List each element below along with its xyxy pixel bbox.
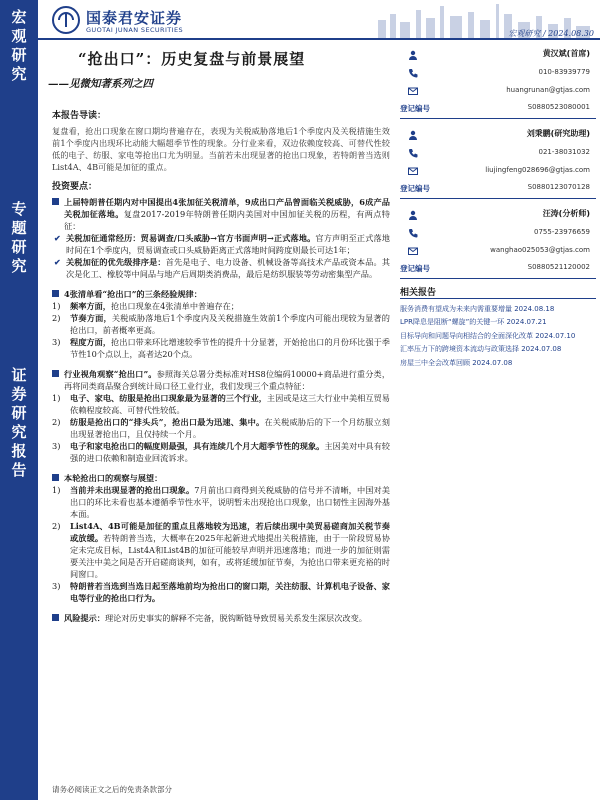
point-1-sub-1: ✔ 关税加征通常经历：贸易调查/口头威胁→官方书面声明→正式落地。官方声明至正式落地时间在1个季度内，贸易调查或口头威胁距离正式落地时间跨度则最长可达1年； (54, 233, 390, 255)
guide-text: 复盘看，抢出口现象在窗口期均普遍存在，表现为关税威胁落地后1个季度内及关税措施生效前1个季度内出现环比动能大幅超季节性的现象。分行业来看，双边依赖度较高、可替代性较低的电子、纺服、家电等抢出口尤为明显。当前若未出现显著的抢出口现象，若特朗普当选则List4A、4B可能是加征的重点。 (52, 126, 390, 172)
left-sidebar (0, 0, 38, 800)
bullet-square-icon (52, 614, 59, 621)
person-icon (408, 210, 418, 220)
sidebar-label-report: 证 券 研 究 报 告 (11, 366, 27, 479)
point-1: 上届特朗普任期内对中国提出4张加征关税清单，9成出口产品曾面临关税威胁，6成产品关税加征落地。复盘2017-2019年特朗普任期内美国对中国加征关税的历程，有两点特征： (52, 196, 390, 232)
analyst-panel (400, 48, 596, 300)
page-subtitle: ——见微知著系列之四 (48, 78, 153, 90)
point-2-item-3: 3) 程度方面，抢出口带来环比增速较季节性的提升十分显著，开始抢出口的月份环比强于季节性10个点以上，高者达20个点。 (52, 337, 390, 359)
related-report-link[interactable]: LPR降息是阻断“螺旋”的关键一环 2024.07.21 (400, 318, 547, 327)
point-3-item-2: 2) 纺服是抢出口的“排头兵”，抢出口最为迅速、集中。在关税威胁后的下一个月纺服立刻出现显著抢出口，且仅持续一个月。 (52, 417, 390, 439)
bullet-square-icon (52, 290, 59, 297)
related-report-link[interactable]: 服务消费有望成为未来内需重要增量 2024.08.18 (400, 305, 555, 313)
related-reports-heading: 相关报告 (400, 285, 596, 299)
point-2-item-2: 2) 节奏方面，关税威胁落地后1个季度内及关税措施生效前1个季度内可能出现较为显著的抢出口，前者概率更高。 (52, 313, 390, 335)
sidebar-label-macro: 宏 观 研 究 (11, 8, 27, 83)
check-icon: ✔ (54, 233, 61, 243)
check-icon: ✔ (54, 257, 61, 267)
person-icon (408, 50, 418, 60)
guide-heading: 本报告导读： (52, 111, 107, 121)
phone-icon (408, 68, 418, 78)
email-icon (408, 86, 418, 96)
point-2: 4张清单看“抢出口”的三条经验规律： (52, 288, 390, 300)
disclaimer-footer: 请务必阅读正文之后的免责条款部分 (52, 785, 172, 794)
point-2-item-1: 1) 频率方面，抢出口现象在4张清单中普遍存在； (52, 301, 239, 311)
related-reports-list (400, 304, 596, 371)
phone-icon (408, 148, 418, 158)
page-title: “抢出口”：历史复盘与前景展望 (78, 50, 306, 68)
email-icon (408, 166, 418, 176)
point-4: 本轮抢出口的观察与展望： (52, 472, 390, 484)
logo-text-cn: 国泰君安证券 (86, 9, 183, 27)
bullet-square-icon (52, 198, 59, 205)
bullet-square-icon (52, 370, 59, 377)
point-1-sub-2: ✔ 关税加征的优先级排序是：首先是电子、电力设备、机械设备等高技术产品或资本品。其次是化工、橡胶等中间品与地产后周期类消费品，最后是纺织服装等劳动密集型产品。 (54, 257, 390, 279)
point-3-item-3: 3) 电子和家电抢出口的幅度则最强，具有连续几个月大超季节性的现象。主因美对中具有较强的进口依赖和制造业回流诉求。 (52, 441, 390, 463)
related-report-link[interactable]: 目标导向和问题导向相结合的全面深化改革 2024.07.10 (400, 331, 576, 340)
report-date: 宏观研究 / 2024.08.30 (508, 29, 594, 38)
person-icon (408, 130, 418, 140)
point-4-item-3: 3) 特朗普若当选到当选日起至落地前均为抢出口的窗口期，关注纺服、计算机电子设备、家电等行业的抢出口行为。 (52, 581, 390, 603)
related-report-link[interactable]: 房屋三中全会改革回顾 2024.07.08 (400, 358, 513, 367)
bullet-square-icon (52, 474, 59, 481)
analyst-card: 汪涛(分析师) 0755-23976659 wanghao025053@gtjas.com 登记编号 S0880521120002 (400, 208, 596, 300)
analyst-card: 黄汉斌(首席) 010-83939779 huangrunan@gtjas.com 登记编号 S0880523080001 (400, 48, 596, 140)
point-4-item-1: 1) 当前并未出现显著的抢出口现象。7月前出口商得到关税威胁的信号并不清晰，中国对美出口的环比未看也基本遵循季节性水平，说明暂未出现抢出口现象，出口韧性主因海外基本面。 (52, 485, 390, 519)
email-icon (408, 246, 418, 256)
point-3-item-1: 1) 电子、家电、纺服是抢出口现象最为显著的三个行业，主因或是这三大行业中美相互贸易依赖程度较高、可替代性较低。 (52, 393, 390, 415)
main-content (52, 110, 390, 624)
risk-warning: 风险提示：理论对历史事实的解释不完备，脱钩断链导致贸易关系发生深层次改变。 (52, 612, 390, 624)
analyst-card: 刘秉鹏(研究助理) 021-38031032 liujingfeng028696@gtjas.com 登记编号 S0880123070128 (400, 128, 596, 220)
sidebar-label-topic: 专 题 研 究 (11, 200, 27, 275)
point-4-item-2: 2) List4A、4B可能是加征的重点且落地较为迅速，若后续出现中美贸易磋商加关税节奏或放缓。若特朗普当选，大概率在2025年起新进式地提出关税措施，由于一阶段贸易协定未完成目标，List4A和List4B的加征可能较早声明并迅速落地；而进一步的加征则需要关注中美之间是否开启磋商谈判，如有，或将延缓加征节奏，为抢出口带来更充裕的时间窗口。 (52, 521, 390, 579)
related-report-link[interactable]: 汇率压力下的跨境资本流动与政策选择 2024.07.08 (400, 345, 562, 354)
point-3: 行业视角观察“抢出口”。参照海关总署分类标准对HS8位编码10000+商品进行重分类，再将同类商品聚合到统计局口径工业行业，我们发现三个重点特征： (52, 368, 390, 392)
phone-icon (408, 228, 418, 238)
points-heading: 投资要点： (52, 182, 98, 192)
logo-text-en: GUOTAI JUNAN SECURITIES (86, 26, 184, 34)
